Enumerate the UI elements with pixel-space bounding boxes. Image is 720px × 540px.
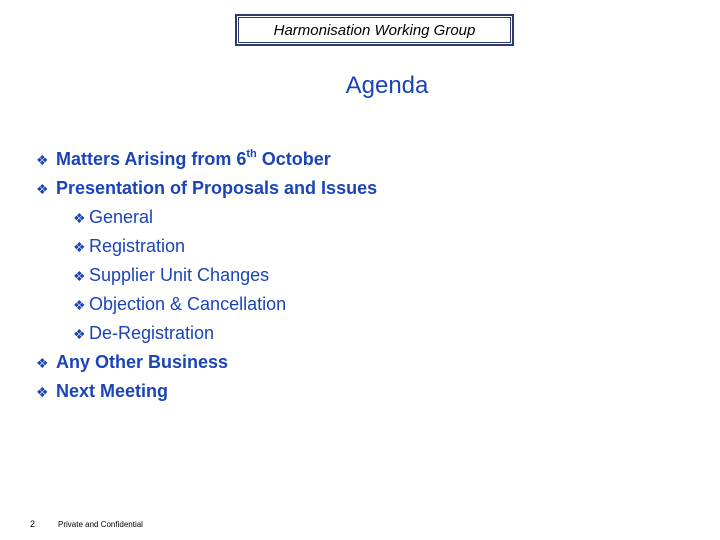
agenda-item-text: Objection & Cancellation — [89, 294, 287, 314]
diamond-bullet-icon: ❖ — [73, 268, 86, 284]
diamond-bullet-icon: ❖ — [73, 210, 86, 226]
agenda-item-text: Registration — [89, 236, 186, 256]
agenda-item-text-suffix: October — [256, 149, 331, 169]
ordinal-suffix: th — [246, 148, 257, 160]
footer-page-number: 2 — [30, 519, 36, 529]
agenda-subitem-registration — [36, 232, 377, 261]
agenda-item-text: Supplier Unit Changes — [89, 265, 270, 285]
agenda-item-text: Next Meeting — [56, 381, 169, 401]
diamond-bullet-icon: ❖ — [36, 152, 49, 168]
agenda-item-text: Matters Arising from 6 — [56, 149, 247, 169]
header-box — [235, 14, 514, 46]
agenda-list — [36, 145, 377, 406]
diamond-bullet-icon: ❖ — [36, 181, 49, 197]
header-title: Harmonisation Working Group — [273, 21, 476, 39]
agenda-subitem-de-registration — [36, 319, 377, 348]
agenda-item-next-meeting — [36, 377, 377, 406]
agenda-item-matters-arising — [36, 145, 377, 174]
agenda-item-any-other-business — [36, 348, 377, 377]
page-title: Agenda — [345, 72, 429, 99]
agenda-item-text: De-Registration — [89, 323, 215, 343]
footer-confidential-label: Private and Confidential — [58, 520, 143, 529]
diamond-bullet-icon: ❖ — [36, 355, 49, 371]
agenda-item-text: Any Other Business — [56, 352, 229, 372]
diamond-bullet-icon: ❖ — [36, 384, 49, 400]
diamond-bullet-icon: ❖ — [73, 326, 86, 342]
agenda-item-text: General — [89, 207, 154, 227]
agenda-subitem-objection-cancellation — [36, 290, 377, 319]
agenda-subitem-supplier-unit-changes — [36, 261, 377, 290]
diamond-bullet-icon: ❖ — [73, 297, 86, 313]
agenda-subitem-general — [36, 203, 377, 232]
diamond-bullet-icon: ❖ — [73, 239, 86, 255]
agenda-item-presentation — [36, 174, 377, 203]
agenda-item-text: Presentation of Proposals and Issues — [56, 178, 378, 198]
